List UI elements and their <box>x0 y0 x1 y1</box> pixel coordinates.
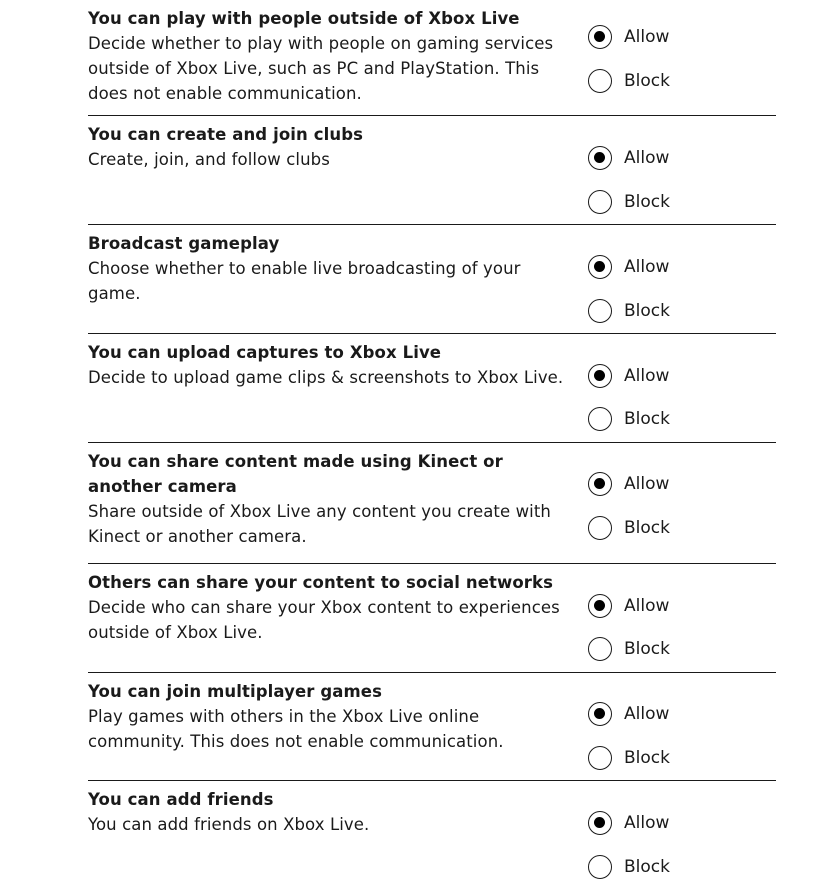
setting-play-outside-xbox-live <box>88 0 776 116</box>
radio-unchecked-icon[interactable] <box>588 190 612 214</box>
setting-title: You can join multiplayer games <box>88 682 383 701</box>
allow-radio-option[interactable] <box>588 145 669 171</box>
setting-broadcast-gameplay <box>88 225 776 334</box>
allow-radio-option[interactable] <box>588 24 669 50</box>
radio-checked-icon[interactable] <box>588 702 612 726</box>
allow-radio-option[interactable] <box>588 593 669 619</box>
setting-title: You can share content made using Kinect or another camera <box>88 452 503 496</box>
setting-join-multiplayer-games <box>88 673 776 781</box>
radio-checked-icon[interactable] <box>588 811 612 835</box>
block-radio-option[interactable] <box>588 745 670 771</box>
setting-description: Share outside of Xbox Live any content you create with Kinect or another camera. <box>88 502 551 546</box>
setting-description: You can add friends on Xbox Live. <box>88 815 370 834</box>
allow-label: Allow <box>624 148 670 168</box>
block-label: Block <box>624 409 670 429</box>
block-radio-option[interactable] <box>588 515 670 541</box>
setting-title: You can play with people outside of Xbox Live <box>88 9 520 28</box>
block-radio-option[interactable] <box>588 636 670 662</box>
allow-label: Allow <box>624 257 670 277</box>
block-label: Block <box>624 192 670 212</box>
setting-description: Decide whether to play with people on gaming services outside of Xbox Live, such as PC and PlayStation. This does not enable communication. <box>88 34 554 103</box>
setting-description: Play games with others in the Xbox Live online community. This does not enable communication. <box>88 707 504 751</box>
block-radio-option[interactable] <box>588 189 670 215</box>
block-label: Block <box>624 518 670 538</box>
block-radio-option[interactable] <box>588 406 670 432</box>
setting-description: Decide to upload game clips & screenshots to Xbox Live. <box>88 368 564 387</box>
setting-title: You can upload captures to Xbox Live <box>88 343 442 362</box>
setting-title: Others can share your content to social networks <box>88 573 554 592</box>
allow-label: Allow <box>624 813 670 833</box>
setting-upload-captures <box>88 334 776 443</box>
block-radio-option[interactable] <box>588 68 670 94</box>
radio-checked-icon[interactable] <box>588 364 612 388</box>
setting-title: You can add friends <box>88 790 274 809</box>
allow-radio-option[interactable] <box>588 471 669 497</box>
allow-label: Allow <box>624 366 670 386</box>
block-label: Block <box>624 71 670 91</box>
setting-title: Broadcast gameplay <box>88 234 280 253</box>
radio-unchecked-icon[interactable] <box>588 407 612 431</box>
block-label: Block <box>624 857 670 877</box>
setting-title: You can create and join clubs <box>88 125 364 144</box>
setting-create-join-clubs <box>88 116 776 225</box>
radio-unchecked-icon[interactable] <box>588 855 612 879</box>
setting-share-to-social-networks <box>88 564 776 673</box>
allow-label: Allow <box>624 474 670 494</box>
radio-unchecked-icon[interactable] <box>588 746 612 770</box>
setting-description: Create, join, and follow clubs <box>88 150 330 169</box>
radio-unchecked-icon[interactable] <box>588 299 612 323</box>
radio-unchecked-icon[interactable] <box>588 516 612 540</box>
block-radio-option[interactable] <box>588 854 670 880</box>
block-label: Block <box>624 748 670 768</box>
setting-add-friends <box>88 781 776 889</box>
allow-label: Allow <box>624 27 670 47</box>
privacy-settings-list <box>88 0 776 889</box>
radio-unchecked-icon[interactable] <box>588 69 612 93</box>
radio-checked-icon[interactable] <box>588 25 612 49</box>
allow-radio-option[interactable] <box>588 254 669 280</box>
allow-label: Allow <box>624 596 670 616</box>
allow-label: Allow <box>624 704 670 724</box>
block-label: Block <box>624 639 670 659</box>
setting-share-kinect-content <box>88 443 776 564</box>
setting-description: Decide who can share your Xbox content to experiences outside of Xbox Live. <box>88 598 560 642</box>
radio-checked-icon[interactable] <box>588 255 612 279</box>
allow-radio-option[interactable] <box>588 701 669 727</box>
allow-radio-option[interactable] <box>588 363 669 389</box>
setting-description: Choose whether to enable live broadcasting of your game. <box>88 259 521 303</box>
radio-checked-icon[interactable] <box>588 146 612 170</box>
radio-checked-icon[interactable] <box>588 594 612 618</box>
radio-checked-icon[interactable] <box>588 472 612 496</box>
block-radio-option[interactable] <box>588 298 670 324</box>
block-label: Block <box>624 301 670 321</box>
allow-radio-option[interactable] <box>588 810 669 836</box>
radio-unchecked-icon[interactable] <box>588 637 612 661</box>
